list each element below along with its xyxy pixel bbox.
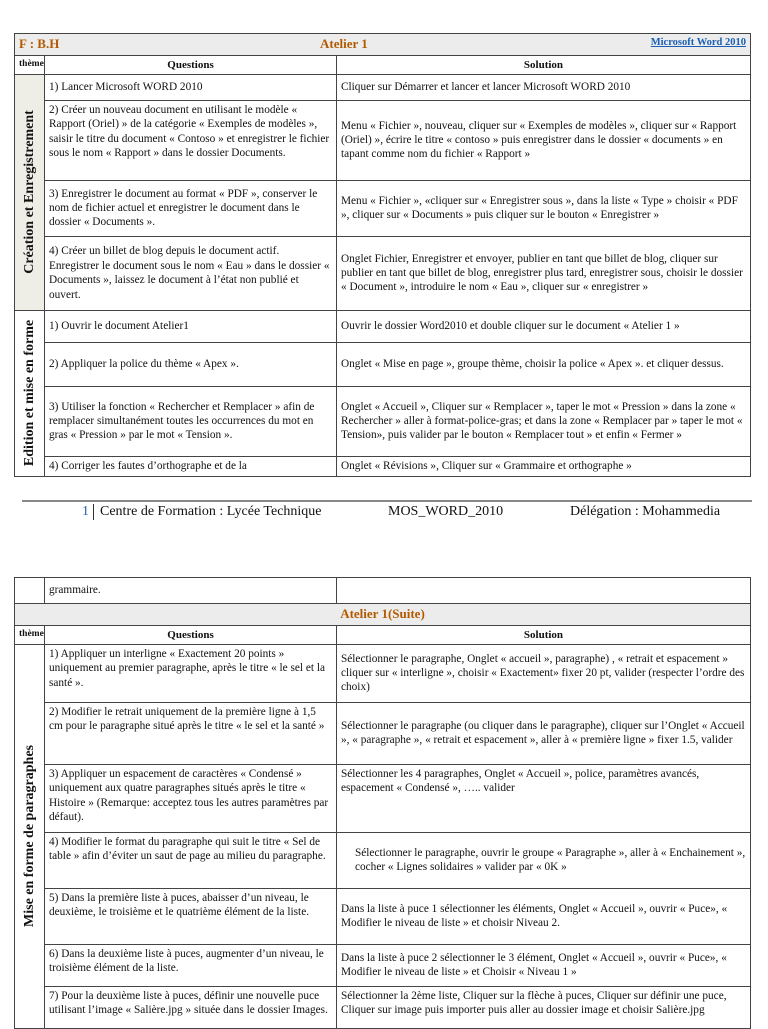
question-cell: 2) Modifier le retrait uniquement de la première ligne à 1,5 cm pour le paragraphe situé après le titre « le sel et la santé » — [45, 702, 337, 764]
page-number: 1 — [82, 504, 94, 520]
table-row — [15, 764, 751, 832]
table-row — [15, 386, 751, 456]
microsoft-word-link[interactable]: Microsoft Word 2010 — [650, 37, 746, 48]
table-row — [15, 310, 751, 342]
question-cell: 7) Pour la deuxième liste à puces, définir une nouvelle puce utilisant l’image « Salière.jpg » située dans le dossier Images. — [45, 986, 337, 1028]
header-row — [15, 625, 751, 644]
header-theme: thème — [15, 625, 45, 644]
solution-cell: Sélectionner les 4 paragraphes, Onglet « Accueil », police, paramètres avancés, espacement « Condensé », ….. valider — [337, 764, 751, 832]
question-cell: 4) Modifier le format du paragraphe qui suit le titre « Sel de table » afin d’éviter un saut de page au milieu du paragraphe. — [45, 832, 337, 888]
page-2 — [14, 577, 751, 1029]
solution-cell: Dans la liste à puce 1 sélectionner les éléments, Onglet « Accueil », ouvrir « Puce», « Modifier le niveau de liste » et choisir Niveau 2. — [337, 888, 751, 944]
question-cell: 3) Appliquer un espacement de caractères « Condensé » uniquement aux quatre paragraphes situés après le titre « Histoire » (Remarque: acceptez tous les autres paramètres par défaut). — [45, 764, 337, 832]
page-footer — [22, 500, 752, 526]
solution-cell: Sélectionner le paragraphe (ou cliquer dans le paragraphe), cliquer sur l’Onglet « Accueil », « paragraphe », « retrait et espacement », aller à « première ligne » fixer 1.5, valider — [337, 702, 751, 764]
theme-cell-edition — [15, 310, 45, 476]
question-cell: 4) Corriger les fautes d’orthographe et de la — [45, 456, 337, 476]
question-cell: 1) Ouvrir le document Atelier1 — [45, 310, 337, 342]
header-solution: Solution — [337, 55, 751, 74]
question-cell: 6) Dans la deuxième liste à puces, augmenter d’un niveau, le troisième élément de la liste. — [45, 944, 337, 986]
table-row — [15, 342, 751, 386]
solution-cell: Ouvrir le dossier Word2010 et double cliquer sur le document « Atelier 1 » — [337, 310, 751, 342]
continuation-row — [15, 578, 751, 604]
continuation-cell: grammaire. — [45, 578, 337, 604]
author-label: F : B.H — [19, 36, 60, 51]
question-cell: 2) Appliquer la police du thème « Apex ». — [45, 342, 337, 386]
solution-cell: Cliquer sur Démarrer et lancer et lancer Microsoft WORD 2010 — [337, 74, 751, 100]
page-1 — [14, 33, 751, 477]
question-cell: 3) Enregistrer le document au format « PDF », conserver le nom de fichier actuel et enregistrer le document dans le dossier « Documents ». — [45, 180, 337, 236]
question-cell: 1) Appliquer un interligne « Exactement 20 points » uniquement au premier paragraphe, après le titre « le sel et la santé ». — [45, 644, 337, 702]
solution-cell: Sélectionner le paragraphe, Onglet « accueil », paragraphe) , « retrait et espacement » cliquer sur « interligne », choisir « Exactement» fixer 20 pt, valider (respecter l’ordre des choix) — [337, 644, 751, 702]
header-questions: Questions — [45, 55, 337, 74]
solution-cell: Sélectionner le paragraphe, ouvrir le groupe « Paragraphe », aller à « Enchainement », cocher « Lignes solidaires » valider par « 0K » — [337, 832, 751, 888]
theme-cell-paragraphes — [15, 644, 45, 1028]
question-cell: 5) Dans la première liste à puces, abaisser d’un niveau, le deuxième, le troisième et le quatrième élément de la liste. — [45, 888, 337, 944]
atelier-suite-table — [14, 577, 751, 1029]
table-row — [15, 832, 751, 888]
solution-cell: Onglet « Mise en page », groupe thème, choisir la police « Apex ». et cliquer dessus. — [337, 342, 751, 386]
theme-label: Création et Enregistrement — [21, 110, 37, 274]
solution-cell: Menu « Fichier », nouveau, cliquer sur « Exemples de modèles », cliquer sur « Rapport (Oriel) », écrire le titre « contoso » puis enregistrer dans le dossier « documents » en tapant comme nom du fichier « Rapport » — [337, 100, 751, 180]
header-questions: Questions — [45, 625, 337, 644]
question-cell: 4) Créer un billet de blog depuis le document actif. Enregistrer le document sous le nom « Eau » dans le dossier « Documents », laissez le document à l’état non publié et ouvert. — [45, 236, 337, 310]
atelier-table — [14, 33, 751, 477]
title-row — [15, 34, 751, 56]
theme-label: Mise en forme de paragraphes — [21, 745, 37, 928]
solution-cell: Onglet Fichier, Enregistrer et envoyer, publier en tant que billet de blog, cliquer sur publier en tant que billet de blog, enregistrer plus tard, enregistrer sous, choisir le dossier « Document », introduire le nom « Eau », cliquer sur « enregistrer » — [337, 236, 751, 310]
table-row — [15, 100, 751, 180]
theme-cell-creation — [15, 74, 45, 310]
table-row — [15, 74, 751, 100]
table-row — [15, 236, 751, 310]
solution-cell: Onglet « Révisions », Cliquer sur « Grammaire et orthographe » — [337, 456, 751, 476]
table-row — [15, 644, 751, 702]
question-cell: 1) Lancer Microsoft WORD 2010 — [45, 74, 337, 100]
question-cell: 3) Utiliser la fonction « Rechercher et Remplacer » afin de remplacer simultanément toutes les occurrences du mot en gras « Pression » par le mot « Tension ». — [45, 386, 337, 456]
title-row — [15, 604, 751, 626]
table-row — [15, 702, 751, 764]
theme-label: Edition et mise en forme — [21, 320, 37, 467]
atelier-suite-title: Atelier 1(Suite) — [15, 604, 751, 626]
table-row — [15, 944, 751, 986]
footer-delegation: Délégation : Mohammedia — [570, 504, 721, 519]
solution-cell: Dans la liste à puce 2 sélectionner le 3 élément, Onglet « Accueil », ouvrir « Puce», « Modifier le niveau de liste » et Choisir « Niveau 1 » — [337, 944, 751, 986]
footer-center: Centre de Formation : Lycée Technique — [100, 504, 322, 519]
table-row — [15, 456, 751, 476]
solution-cell: Onglet « Accueil », Cliquer sur « Remplacer », taper le mot « Pression » dans la zone « Rechercher » aller à format-police-gras; et dans la zone « Remplacer par » taper le mot « Tension», puis valider par le bouton « Remplacer tout » et enfin « Fermer » — [337, 386, 751, 456]
header-theme: thème — [15, 55, 45, 74]
table-row — [15, 986, 751, 1028]
question-cell: 2) Créer un nouveau document en utilisant le modèle « Rapport (Oriel) » de la catégorie « Exemples de modèles », saisir le titre du document « Contoso » et enregistrer le fichier sous le nom « Rapport » dans le dossier Documents. — [45, 100, 337, 180]
table-row — [15, 888, 751, 944]
header-row — [15, 55, 751, 74]
solution-cell: Sélectionner la 2ème liste, Cliquer sur la flèche à puces, Cliquer sur définir une puce, Cliquer sur image puis importer puis aller au dossier image et choisir Salière.jpg — [337, 986, 751, 1028]
header-solution: Solution — [337, 625, 751, 644]
table-row — [15, 180, 751, 236]
atelier-title: Atelier 1 — [320, 36, 368, 51]
solution-cell: Menu « Fichier », «cliquer sur « Enregistrer sous », dans la liste « Type » choisir « PDF », cliquer sur « Documents » puis cliquer sur le bouton « Enregistrer » — [337, 180, 751, 236]
footer-mos: MOS_WORD_2010 — [388, 504, 504, 519]
